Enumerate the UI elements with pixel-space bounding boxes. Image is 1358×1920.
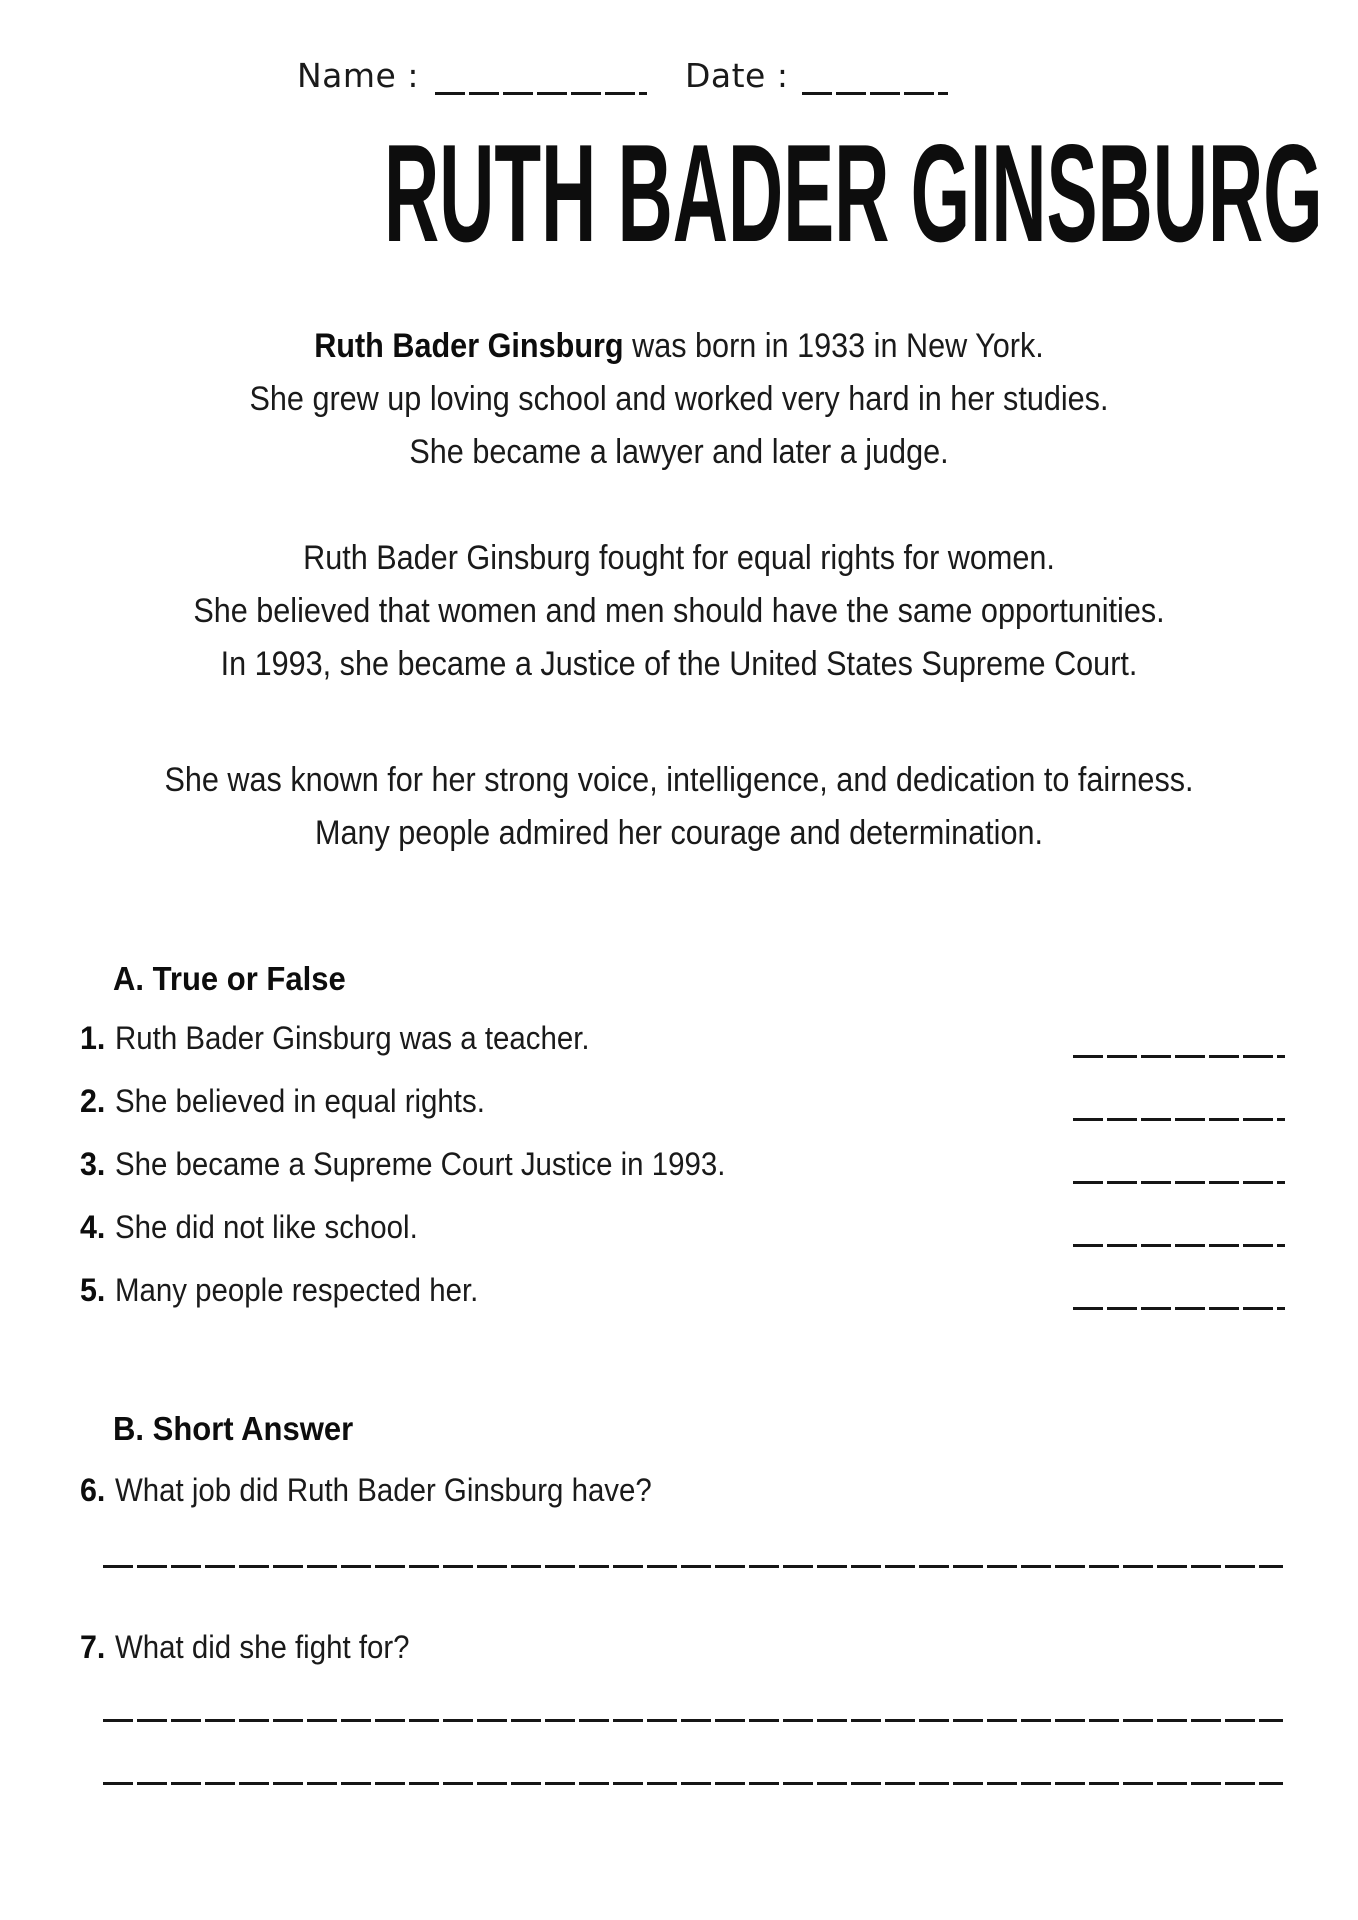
title-row bbox=[0, 116, 1358, 271]
answer-line-q7-2 bbox=[103, 1782, 1283, 1785]
question-text: She became a Supreme Court Justice in 1993. bbox=[115, 1146, 726, 1182]
question-text: What did she fight for? bbox=[115, 1629, 410, 1665]
question-text: She did not like school. bbox=[115, 1209, 418, 1245]
tf-question-row-2 bbox=[80, 1081, 1285, 1144]
story-paragraph-3 bbox=[0, 754, 1358, 860]
tf-question-row-4 bbox=[80, 1207, 1285, 1270]
question-number: 6. bbox=[80, 1472, 106, 1508]
story-line: She became a lawyer and later a judge. bbox=[409, 433, 949, 471]
date-label: Date : bbox=[684, 56, 789, 95]
tf-answer-blank-4 bbox=[1073, 1244, 1285, 1247]
answer-line-q6 bbox=[103, 1565, 1283, 1568]
question-text: What job did Ruth Bader Ginsburg have? bbox=[115, 1472, 652, 1508]
story-paragraph-1 bbox=[0, 320, 1358, 479]
page-title: RUTH BADER GINSBURG bbox=[383, 116, 1323, 271]
story-line: Many people admired her courage and determination. bbox=[314, 814, 1044, 852]
question-number: 1. bbox=[80, 1020, 106, 1056]
question-text: Ruth Bader Ginsburg was a teacher. bbox=[115, 1020, 590, 1056]
story-line: She believed that women and men should have the same opportunities. bbox=[193, 592, 1165, 630]
story-line: In 1993, she became a Justice of the United States Supreme Court. bbox=[220, 645, 1138, 683]
story-line bbox=[68, 320, 1290, 373]
date-blank-line bbox=[802, 65, 948, 95]
tf-question-row-5 bbox=[80, 1270, 1285, 1333]
question-number: 3. bbox=[80, 1146, 106, 1182]
story-line: She grew up loving school and worked very hard in her studies. bbox=[249, 380, 1109, 418]
tf-answer-blank-2 bbox=[1073, 1118, 1285, 1121]
story-paragraph-2 bbox=[0, 532, 1358, 691]
header-fields bbox=[297, 56, 948, 95]
question-number: 4. bbox=[80, 1209, 106, 1245]
short-answer-row-6 bbox=[80, 1470, 698, 1510]
short-answer-row-7 bbox=[80, 1627, 435, 1667]
story-line: She was known for her strong voice, intelligence, and dedication to fairness. bbox=[164, 761, 1194, 799]
tf-answer-blank-5 bbox=[1073, 1307, 1285, 1310]
name-blank-line bbox=[435, 65, 647, 95]
question-text: Many people respected her. bbox=[115, 1272, 479, 1308]
true-false-list bbox=[80, 1018, 1285, 1333]
answer-line-q7-1 bbox=[103, 1719, 1283, 1722]
tf-question-row-3 bbox=[80, 1144, 1285, 1207]
question-text: She believed in equal rights. bbox=[115, 1083, 485, 1119]
name-label: Name : bbox=[297, 56, 419, 95]
section-a-heading: A. True or False bbox=[113, 960, 346, 997]
tf-answer-blank-3 bbox=[1073, 1181, 1285, 1184]
tf-answer-blank-1 bbox=[1073, 1055, 1285, 1058]
story-line: Ruth Bader Ginsburg fought for equal rights for women. bbox=[303, 539, 1055, 577]
question-number: 7. bbox=[80, 1629, 106, 1665]
story-text: was born in 1933 in New York. bbox=[623, 327, 1044, 365]
story-bold-intro: Ruth Bader Ginsburg bbox=[314, 327, 624, 365]
question-number: 5. bbox=[80, 1272, 106, 1308]
question-number: 2. bbox=[80, 1083, 106, 1119]
tf-question-row-1 bbox=[80, 1018, 1285, 1081]
section-b-heading: B. Short Answer bbox=[113, 1410, 354, 1447]
